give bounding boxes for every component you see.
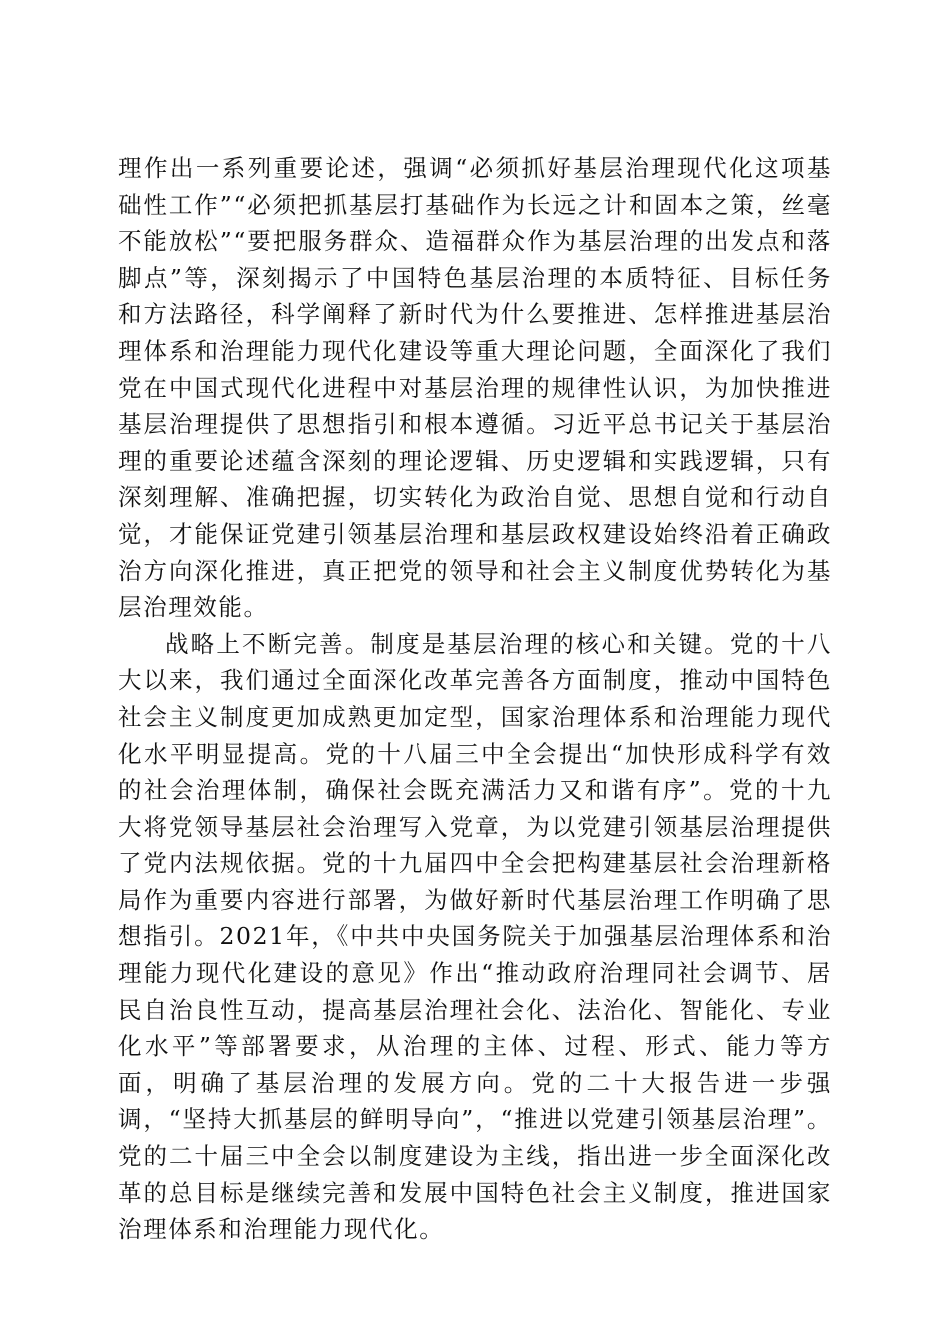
document-body xyxy=(118,150,832,1248)
paragraph-1: 理作出一系列重要论述，强调“必须抓好基层治理现代化这项基础性工作”“必须把抓基层打基础作为长远之计和固本之策，丝毫不能放松”“要把服务群众、造福群众作为基层治理的出发点和落脚点”等，深刻揭示了中国特色基层治理的本质特征、目标任务和方法路径，科学阐释了新时代为什么要推进、怎样推进基层治理体系和治理能力现代化建设等重大理论问题，全面深化了我们党在中国式现代化进程中对基层治理的规律性认识，为加快推进基层治理提供了思想指引和根本遵循。习近平总书记关于基层治理的重要论述蕴含深刻的理论逻辑、历史逻辑和实践逻辑，只有深刻理解、准确把握，切实转化为政治自觉、思想自觉和行动自觉，才能保证党建引领基层治理和基层政权建设始终沿着正确政治方向深化推进，真正把党的领导和社会主义制度优势转化为基层治理效能。 xyxy=(118,154,832,622)
paragraph-2: 战略上不断完善。制度是基层治理的核心和关键。党的十八大以来，我们通过全面深化改革完善各方面制度，推动中国特色社会主义制度更加成熟更加定型，国家治理体系和治理能力现代化水平明显提高。党的十八届三中全会提出“加快形成科学有效的社会治理体制，确保社会既充满活力又和谐有序”。党的十九大将党领导基层社会治理写入党章，为以党建引领基层治理提供了党内法规依据。党的十九届四中全会把构建基层社会治理新格局作为重要内容进行部署，为做好新时代基层治理工作明确了思想指引。2021年，《中共中央国务院关于加强基层治理体系和治理能力现代化建设的意见》作出“推动政府治理同社会调节、居民自治良性互动，提高基层治理社会化、法治化、智能化、专业化水平”等部署要求，从治理的主体、过程、形式、能力等方面，明确了基层治理的发展方向。党的二十大报告进一步强调，“坚持大抓基层的鲜明导向”，“推进以党建引领基层治理”。党的二十届三中全会以制度建设为主线，指出进一步全面深化改革的总目标是继续完善和发展中国特色社会主义制度，推进国家治理体系和治理能力现代化。 xyxy=(118,629,832,1244)
